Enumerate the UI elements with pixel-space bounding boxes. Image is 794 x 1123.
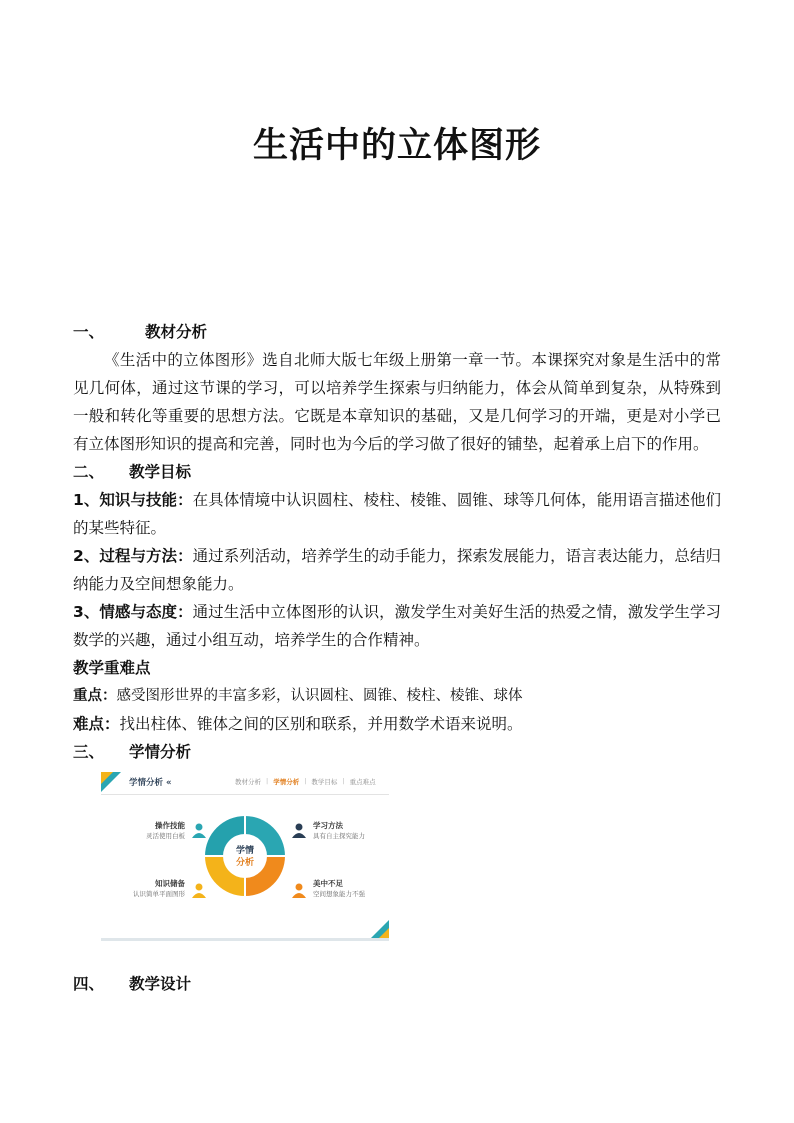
infographic-tab-active: 学情分析: [273, 778, 300, 786]
section-number: 一、: [73, 323, 105, 341]
key-point-line: [73, 682, 721, 710]
ring-center: [223, 834, 267, 878]
document-body: [73, 318, 721, 766]
goal-label: 1、知识与技能：: [73, 491, 193, 509]
section-number: 二、: [73, 463, 105, 481]
goal-process-methods: [73, 542, 721, 598]
goal-knowledge-skills: [73, 486, 721, 542]
difficult-point-label: 难点：: [73, 715, 120, 733]
person-icon: [291, 822, 307, 838]
section-title: 教学目标: [129, 463, 192, 481]
goal-text: 在具体情境中认识圆柱、棱柱、棱锥、圆锥、球等几何体，能用语言描述他们的某些特征。: [73, 491, 721, 537]
section-heading-textbook-analysis: [73, 318, 721, 346]
goal-text: 通过生活中立体图形的认识，激发学生对美好生活的热爱之情，激发学生学习数学的兴趣，通过小组互动，培养学生的合作精神。: [73, 603, 721, 649]
textbook-analysis-paragraph: 《生活中的立体图形》选自北师大版七年级上册第一章一节。本课探究对象是生活中的常见几何体，通过这节课的学习，可以培养学生探索与归纳能力，体会从简单到复杂，从特殊到一般和转化等重要的思想方法。它既是本章知识的基础，又是几何学习的开端，更是对小学已有立体图形知识的提高和完善，同时也为今后的学习做了很好的铺垫，起着承上启下的作用。: [73, 351, 721, 453]
key-difficult-points-heading: 教学重难点: [73, 659, 151, 677]
goal-text: 通过系列活动，培养学生的动手能力，探索发展能力，语言表达能力，总结归纳能力及空间想象能力。: [73, 547, 721, 593]
infographic-item-shortcomings: 美中不足 空间想象能力不强: [313, 879, 365, 898]
difficult-point-text: 找出柱体、锥体之间的区别和联系，并用数学术语来说明。: [119, 715, 523, 733]
ring-center-line2: 分析: [235, 858, 255, 868]
section-title: 教材分析: [145, 323, 208, 341]
section-number: 四、: [73, 975, 105, 993]
analysis-ring-diagram: [203, 814, 287, 898]
goal-emotion-attitude: [73, 598, 721, 654]
infographic-item-learning-methods: 学习方法 具有自主探究能力: [313, 821, 365, 840]
section-number: 三、: [73, 743, 105, 761]
section-heading-student-analysis: [73, 738, 721, 766]
key-point-text: 感受图形世界的丰富多彩，认识圆柱、圆锥、棱柱、棱锥、球体: [116, 688, 523, 704]
infographic-header: [101, 772, 389, 795]
section-teaching-design: [73, 970, 721, 998]
goal-label: 3、情感与态度：: [73, 603, 193, 621]
infographic-tab: 教学目标: [311, 778, 338, 786]
corner-decoration: [101, 772, 113, 784]
student-analysis-infographic: [101, 772, 389, 941]
infographic-tab: 重点难点: [349, 778, 376, 786]
section-heading-teaching-design: [73, 970, 721, 998]
page-title: 生活中的立体图形: [252, 126, 541, 166]
infographic-tab: 教材分析: [235, 778, 261, 786]
infographic-tabs: 教材分析 | 学情分析 | 教学目标 | 重点难点: [235, 777, 376, 786]
key-point-label: 重点：: [73, 688, 117, 704]
section-title: 教学设计: [129, 975, 192, 993]
section-heading-teaching-goals: [73, 458, 721, 486]
difficult-point-line: [73, 710, 721, 738]
person-icon: [191, 822, 207, 838]
corner-decoration: [379, 928, 389, 938]
ring-center-line1: 学情: [235, 846, 255, 856]
goal-label: 2、过程与方法：: [73, 547, 193, 565]
person-icon: [291, 882, 307, 898]
infographic-header-title: 学情分析 «: [129, 778, 172, 788]
person-icon: [191, 882, 207, 898]
section-title: 学情分析: [129, 743, 192, 761]
infographic-item-knowledge-base: 知识储备 认识简单平面图形: [133, 879, 185, 898]
infographic-item-operation-skills: 操作技能 灵活使用白板: [146, 821, 185, 840]
